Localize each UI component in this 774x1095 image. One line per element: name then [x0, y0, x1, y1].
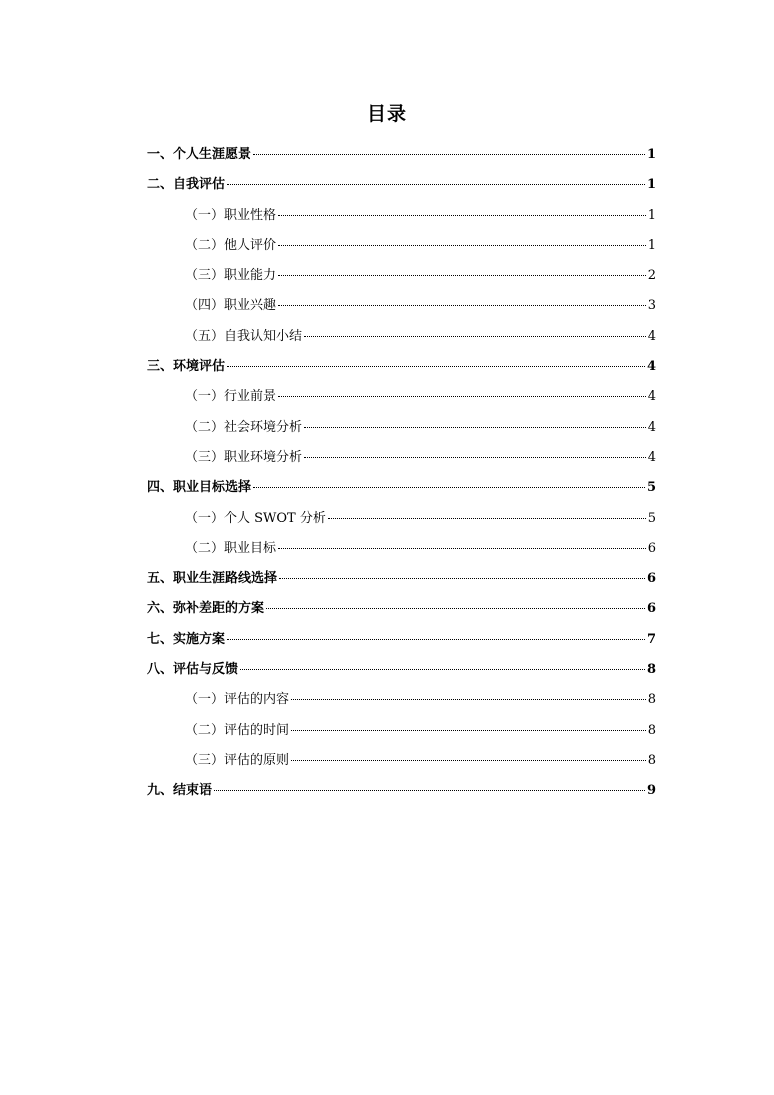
toc-dot-leader — [214, 790, 645, 791]
toc-entry-text: （三）职业环境分析 — [185, 449, 303, 465]
toc-dot-leader — [304, 427, 646, 428]
toc-entry-text: （二）职业目标 — [185, 540, 277, 556]
toc-page-number: 4 — [646, 359, 656, 375]
toc-dot-leader — [279, 578, 645, 579]
toc-chapter-entry[interactable] — [147, 776, 656, 806]
toc-page-number: 3 — [647, 298, 656, 314]
toc-entry-text: （一）个人 SWOT 分析 — [185, 510, 326, 526]
toc-entry-text: 八、评估与反馈 — [147, 662, 239, 678]
toc-section-entry[interactable] — [147, 685, 656, 715]
toc-dot-leader — [278, 215, 646, 216]
toc-entry-text: （二）社会环境分析 — [185, 419, 303, 435]
toc-entry-text: 六、弥补差距的方案 — [147, 601, 265, 617]
toc-section-entry[interactable] — [147, 413, 656, 443]
toc-entry-text: 二、自我评估 — [147, 177, 226, 193]
toc-page-number: 4 — [647, 449, 656, 465]
toc-dot-leader — [291, 699, 646, 700]
toc-entry-text: （一）职业性格 — [185, 207, 277, 223]
toc-page-number: 1 — [646, 177, 656, 193]
toc-dot-leader — [278, 396, 646, 397]
toc-page-number: 9 — [646, 783, 656, 799]
toc-entry-text: 九、结束语 — [147, 783, 213, 799]
toc-page-number: 7 — [646, 631, 656, 647]
toc-dot-leader — [227, 639, 645, 640]
toc-page-number: 6 — [647, 540, 656, 556]
toc-page-number: 1 — [647, 237, 656, 253]
toc-section-entry[interactable] — [147, 201, 656, 231]
toc-dot-leader — [266, 608, 645, 609]
toc-dot-leader — [227, 184, 645, 185]
toc-chapter-entry[interactable] — [147, 564, 656, 594]
toc-chapter-entry[interactable] — [147, 170, 656, 200]
toc-section-entry[interactable] — [147, 534, 656, 564]
toc-page-number: 8 — [647, 752, 656, 768]
toc-chapter-entry[interactable] — [147, 594, 656, 624]
toc-page-number: 6 — [646, 601, 656, 617]
toc-chapter-entry[interactable] — [147, 140, 656, 170]
toc-entry-text: 一、个人生涯愿景 — [147, 147, 252, 162]
toc-page-number: 1 — [646, 147, 656, 162]
toc-section-entry[interactable] — [147, 716, 656, 746]
toc-dot-leader — [278, 275, 646, 276]
toc-chapter-entry[interactable] — [147, 352, 656, 382]
toc-entry-text: （三）职业能力 — [185, 268, 277, 284]
toc-section-entry[interactable] — [147, 261, 656, 291]
toc-chapter-entry[interactable] — [147, 625, 656, 655]
toc-chapter-entry[interactable] — [147, 655, 656, 685]
toc-entry-text: 五、职业生涯路线选择 — [147, 571, 278, 587]
toc-section-entry[interactable] — [147, 746, 656, 776]
toc-page-number: 4 — [647, 389, 656, 405]
toc-dot-leader — [253, 487, 645, 488]
toc-section-entry[interactable] — [147, 322, 656, 352]
toc-page-number: 1 — [647, 207, 656, 223]
toc-dot-leader — [278, 305, 646, 306]
toc-dot-leader — [291, 730, 646, 731]
toc-dot-leader — [304, 457, 646, 458]
toc-dot-leader — [291, 760, 646, 761]
toc-dot-leader — [227, 366, 645, 367]
toc-section-entry[interactable] — [147, 291, 656, 321]
toc-entry-text: （二）他人评价 — [185, 237, 277, 253]
toc-page-number: 5 — [646, 480, 656, 496]
toc-entry-text: （四）职业兴趣 — [185, 298, 277, 314]
toc-page-number: 6 — [646, 571, 656, 587]
toc-chapter-entry[interactable] — [147, 473, 656, 503]
toc-dot-leader — [278, 548, 646, 549]
toc-title: 目录 — [366, 103, 407, 125]
toc-section-entry[interactable] — [147, 443, 656, 473]
toc-list — [147, 140, 656, 807]
toc-entry-text: 三、环境评估 — [147, 359, 226, 375]
toc-dot-leader — [304, 336, 646, 337]
toc-page-number: 8 — [646, 662, 656, 678]
toc-entry-text: 七、实施方案 — [147, 631, 226, 647]
toc-entry-text: （一）行业前景 — [185, 389, 277, 405]
toc-entry-text: （二）评估的时间 — [185, 722, 290, 738]
toc-page-number: 8 — [647, 722, 656, 738]
toc-page-number: 4 — [647, 328, 656, 344]
toc-section-entry[interactable] — [147, 504, 656, 534]
toc-page-number: 5 — [647, 510, 656, 526]
toc-section-entry[interactable] — [147, 382, 656, 412]
toc-entry-text: （三）评估的原则 — [185, 752, 290, 768]
toc-dot-leader — [278, 245, 646, 246]
toc-dot-leader — [328, 518, 646, 519]
toc-entry-text: （五）自我认知小结 — [185, 328, 303, 344]
toc-dot-leader — [253, 154, 645, 155]
toc-page-number: 8 — [647, 692, 656, 708]
toc-entry-text: 四、职业目标选择 — [147, 480, 252, 496]
toc-section-entry[interactable] — [147, 231, 656, 261]
toc-page-number: 4 — [647, 419, 656, 435]
toc-page-number: 2 — [647, 268, 656, 284]
toc-dot-leader — [240, 669, 645, 670]
toc-entry-text: （一）评估的内容 — [185, 692, 290, 708]
